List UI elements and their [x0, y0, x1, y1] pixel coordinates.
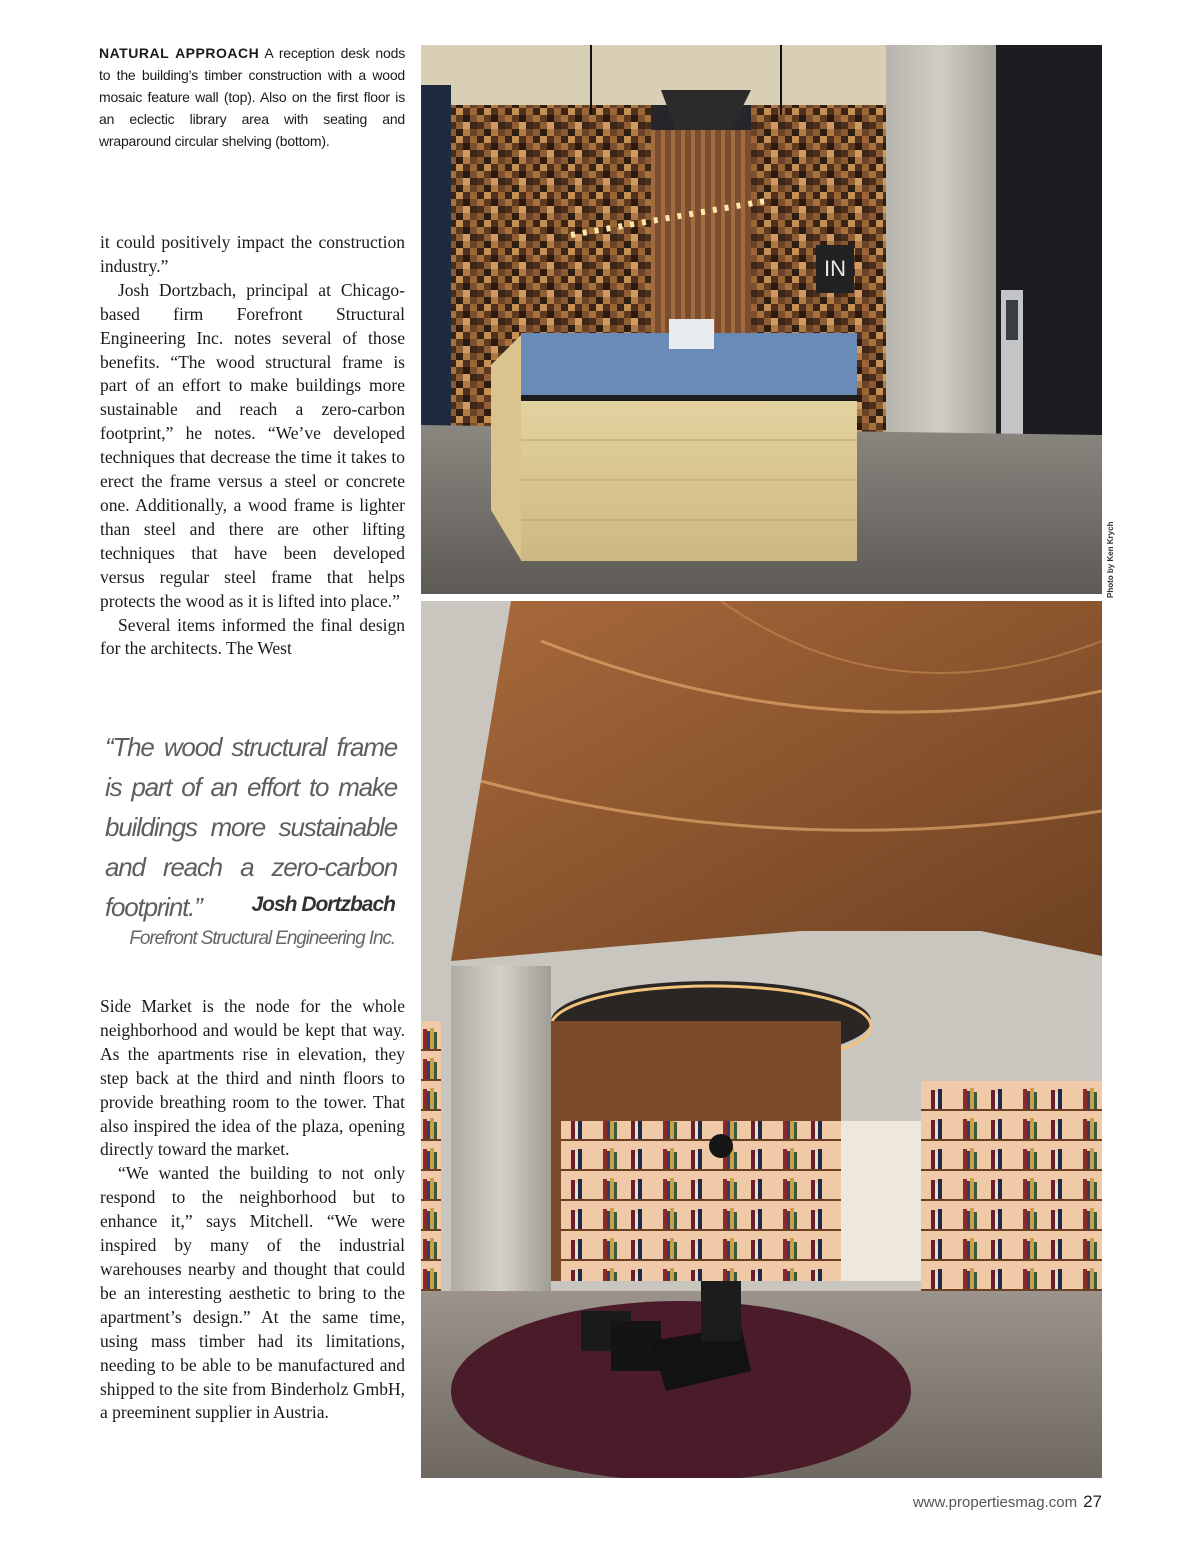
caption-text: A reception desk nods to the building’s timber construction with a wood mosaic feature wall (top). Also on the first floor is an eclectic library area with seating and wraparound circular shelving (bottom).	[99, 45, 405, 149]
reception-desk-photo	[421, 45, 1102, 594]
pull-quote: “The wood structural frame is part of an effort to make buildings more sustainable and reach a zero-carbon footprint.”	[105, 732, 397, 922]
article-column-bottom	[100, 995, 405, 1425]
photo-credit: Photo by Ken Krych	[1106, 521, 1115, 598]
page-number: 27	[1083, 1492, 1102, 1511]
article-paragraph: Several items informed the final design for the architects. The West	[100, 614, 405, 659]
photo-caption	[99, 42, 405, 152]
in-sign: IN	[824, 256, 846, 281]
footer-url[interactable]: www.propertiesmag.com	[912, 1494, 1078, 1511]
article-paragraph: “We wanted the building to not only respond to the neighborhood but to enhance it,” says Mitchell. “We were inspired by many of the industrial warehouses nearby and thought that could be an interesting aesthetic to bring to the apartment’s design.” At the same time, using mass timber had its limitations, needing to be able to be manufactured and shipped to the site from Binderholz GmbH, a preeminent supplier in Austria.	[100, 1163, 405, 1423]
pull-quote-company: Forefront Structural Engineering Inc.	[129, 928, 395, 949]
library-area-photo	[421, 601, 1102, 1478]
caption-lead: NATURAL APPROACH	[99, 45, 260, 61]
pull-quote-author: Josh Dortzbach	[251, 893, 395, 916]
article-paragraph: it could positively impact the construction industry.”	[100, 232, 405, 276]
article-paragraph: Josh Dortzbach, principal at Chicago-based firm Forefront Structural Engineering Inc. notes several of those benefits. “The wood structural frame is part of an effort to make buildings more sustainable and reach a zero-carbon footprint,” he notes. “We’ve developed techniques that decrease the time it takes to erect the frame versus a steel or concrete one. Additionally, a wood frame is lighter than steel and there are other lifting techniques that have been developed versus regular steel frame that helps protects the wood as it is lifted into place.”	[100, 279, 405, 611]
page-footer	[913, 1492, 1102, 1512]
article-column-top	[100, 231, 405, 661]
article-paragraph: Side Market is the node for the whole neighborhood and would be kept that way. As the apartments rise in elevation, they step back at the third and ninth floors to provide breathing room to the tower. That also inspired the idea of the plaza, opening directly toward the market.	[100, 996, 405, 1160]
